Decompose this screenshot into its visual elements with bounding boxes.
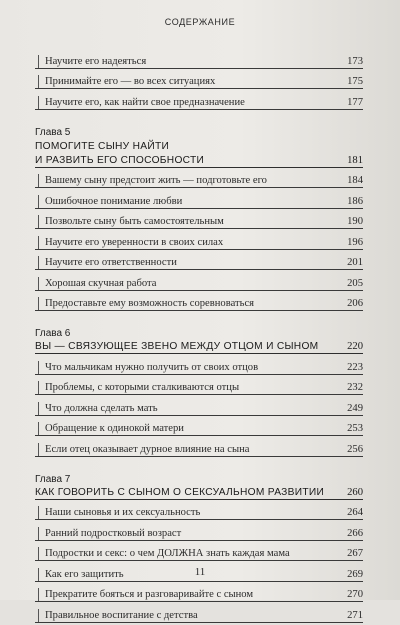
toc-entry[interactable] bbox=[35, 356, 363, 377]
entry-tick bbox=[38, 547, 39, 561]
chapter-label: Глава 7 bbox=[35, 473, 71, 485]
page-number: 11 bbox=[194, 566, 206, 578]
leader-rule bbox=[35, 622, 363, 623]
entry-title: Вашему сыну предстоит жить — подготовьте его bbox=[45, 175, 267, 186]
leader-rule bbox=[35, 249, 363, 250]
leader-rule bbox=[35, 310, 363, 311]
entry-tick bbox=[38, 236, 39, 250]
entry-page: 256 bbox=[347, 443, 363, 455]
toc-entry[interactable] bbox=[35, 91, 363, 112]
toc-entry[interactable] bbox=[35, 584, 363, 605]
entry-page: 271 bbox=[347, 609, 363, 621]
leader-rule bbox=[35, 208, 363, 209]
chapter-title-text: ВЫ — СВЯЗУЮЩЕЕ ЗВЕНО МЕЖДУ ОТЦОМ И СЫНОМ bbox=[35, 341, 319, 352]
toc-entry[interactable] bbox=[35, 293, 363, 314]
entry-title: Прекратите бояться и разговаривайте с сыном bbox=[45, 589, 254, 600]
toc-entry[interactable] bbox=[35, 211, 363, 232]
leader-rule bbox=[35, 228, 363, 229]
toc-entry[interactable] bbox=[35, 50, 363, 71]
table-of-contents bbox=[35, 50, 363, 625]
toc-entry[interactable] bbox=[35, 502, 363, 523]
entry-title: Хорошая скучная работа bbox=[45, 277, 157, 289]
toc-entry[interactable] bbox=[35, 170, 363, 191]
entry-tick bbox=[38, 75, 39, 89]
toc-entry[interactable] bbox=[35, 190, 363, 211]
chapter-page: 220 bbox=[347, 341, 363, 352]
chapter-title[interactable] bbox=[35, 340, 363, 356]
leader-rule bbox=[35, 581, 363, 582]
entry-tick bbox=[38, 381, 39, 395]
entry-tick bbox=[38, 422, 39, 436]
entry-tick bbox=[38, 361, 39, 375]
leader-rule bbox=[35, 374, 363, 375]
entry-title: Что мальчикам нужно получить от своих отцов bbox=[45, 361, 259, 373]
entry-tick bbox=[38, 195, 39, 209]
leader-rule bbox=[35, 353, 363, 354]
entry-page: 184 bbox=[347, 175, 363, 186]
chapter-label: Глава 5 bbox=[35, 126, 71, 138]
entry-title: Обращение к одинокой матери bbox=[45, 423, 184, 434]
chapter-title-line1: ПОМОГИТЕ СЫНУ НАЙТИ bbox=[35, 140, 170, 152]
entry-title: Научите его надеяться bbox=[45, 55, 147, 67]
leader-rule bbox=[35, 269, 363, 270]
chapter-5 bbox=[35, 126, 363, 314]
entry-page: 249 bbox=[347, 402, 363, 414]
leader-rule bbox=[35, 456, 363, 457]
entry-title: Что должна сделать мать bbox=[45, 402, 158, 414]
entry-title: Наши сыновья и их сексуальность bbox=[45, 507, 201, 518]
entry-tick bbox=[38, 527, 39, 541]
entry-title: Если отец оказывает дурное влияние на сына bbox=[45, 443, 250, 455]
chapter-page: 260 bbox=[347, 486, 363, 498]
toc-entry[interactable] bbox=[35, 522, 363, 543]
entry-title: Правильное воспитание с детства bbox=[45, 609, 198, 621]
leader-rule bbox=[35, 394, 363, 395]
entry-tick bbox=[38, 256, 39, 270]
entry-title: Предоставьте ему возможность соревноваться bbox=[45, 298, 255, 309]
entry-page: 173 bbox=[347, 55, 363, 67]
toc-entry[interactable] bbox=[35, 231, 363, 252]
entry-page: 201 bbox=[347, 257, 363, 268]
running-head: СОДЕРЖАНИЕ bbox=[164, 17, 236, 27]
chapter-page: 181 bbox=[347, 154, 363, 166]
entry-title: Принимайте его — во всех ситуациях bbox=[45, 76, 216, 87]
chapter-title-line2: И РАЗВИТЬ ЕГО СПОСОБНОСТИ bbox=[35, 154, 205, 166]
entry-tick bbox=[38, 277, 39, 291]
chapter-title-row bbox=[35, 486, 363, 502]
entry-title: Позвольте сыну быть самостоятельным bbox=[45, 216, 224, 227]
entry-page: 267 bbox=[347, 548, 363, 559]
leader-rule bbox=[35, 88, 363, 89]
entry-tick bbox=[38, 402, 39, 416]
leader-rule bbox=[35, 435, 363, 436]
entry-title: Научите его уверенности в своих силах bbox=[45, 236, 224, 248]
entry-title: Научите его ответственности bbox=[45, 257, 177, 268]
toc-entry[interactable] bbox=[35, 604, 363, 625]
leader-rule bbox=[35, 167, 363, 168]
toc-entry[interactable] bbox=[35, 543, 363, 564]
leader-rule bbox=[35, 68, 363, 69]
leader-rule bbox=[35, 109, 363, 110]
toc-entry[interactable] bbox=[35, 418, 363, 439]
entry-tick bbox=[38, 55, 39, 69]
entry-tick bbox=[38, 609, 39, 623]
entry-tick bbox=[38, 297, 39, 311]
chapter-title-row bbox=[35, 340, 363, 356]
entry-title: Ошибочное понимание любви bbox=[45, 195, 183, 207]
entry-title: Подростки и секс: о чем ДОЛЖНА знать каждая мама bbox=[45, 548, 290, 559]
leader-rule bbox=[35, 601, 363, 602]
toc-entry[interactable] bbox=[35, 438, 363, 459]
entry-page: 175 bbox=[347, 76, 363, 87]
chapter-7 bbox=[35, 473, 363, 625]
entry-tick bbox=[38, 174, 39, 188]
toc-entry[interactable] bbox=[35, 272, 363, 293]
toc-entry[interactable] bbox=[35, 377, 363, 398]
entry-page: 177 bbox=[347, 96, 363, 108]
entry-page: 253 bbox=[347, 423, 363, 434]
entry-page: 186 bbox=[347, 195, 363, 207]
entry-page: 205 bbox=[347, 277, 363, 289]
chapter-title[interactable] bbox=[35, 139, 363, 170]
toc-entry[interactable] bbox=[35, 252, 363, 273]
chapter-title-line2-row bbox=[35, 154, 363, 170]
entry-page: 206 bbox=[347, 298, 363, 309]
entry-page: 196 bbox=[347, 236, 363, 248]
entry-page: 270 bbox=[347, 589, 363, 600]
entry-title: Научите его, как найти свое предназначение bbox=[45, 96, 245, 108]
toc-entry[interactable] bbox=[35, 71, 363, 92]
top-entries bbox=[35, 50, 363, 112]
leader-rule bbox=[35, 519, 363, 520]
leader-rule bbox=[35, 187, 363, 188]
entry-title: Ранний подростковый возраст bbox=[45, 527, 182, 539]
leader-rule bbox=[35, 540, 363, 541]
leader-rule bbox=[35, 290, 363, 291]
chapter-label: Глава 6 bbox=[35, 328, 71, 339]
entry-page: 264 bbox=[347, 507, 363, 518]
entry-tick bbox=[38, 443, 39, 457]
entry-page: 266 bbox=[347, 527, 363, 539]
chapter-title-text: КАК ГОВОРИТЬ С СЫНОМ О СЕКСУАЛЬНОМ РАЗВИТИИ bbox=[35, 486, 325, 498]
entry-tick bbox=[38, 506, 39, 520]
entry-tick bbox=[38, 96, 39, 110]
entry-page: 269 bbox=[347, 568, 363, 580]
chapter-6 bbox=[35, 327, 363, 459]
entry-tick bbox=[38, 215, 39, 229]
entry-page: 223 bbox=[347, 361, 363, 373]
entry-page: 232 bbox=[347, 382, 363, 393]
entry-title: Проблемы, с которыми сталкиваются отцы bbox=[45, 382, 240, 393]
chapter-title[interactable] bbox=[35, 486, 363, 502]
entry-page: 190 bbox=[347, 216, 363, 227]
leader-rule bbox=[35, 560, 363, 561]
toc-entry[interactable] bbox=[35, 397, 363, 418]
entry-title: Как его защитить bbox=[45, 568, 124, 580]
leader-rule bbox=[35, 499, 363, 500]
leader-rule bbox=[35, 415, 363, 416]
